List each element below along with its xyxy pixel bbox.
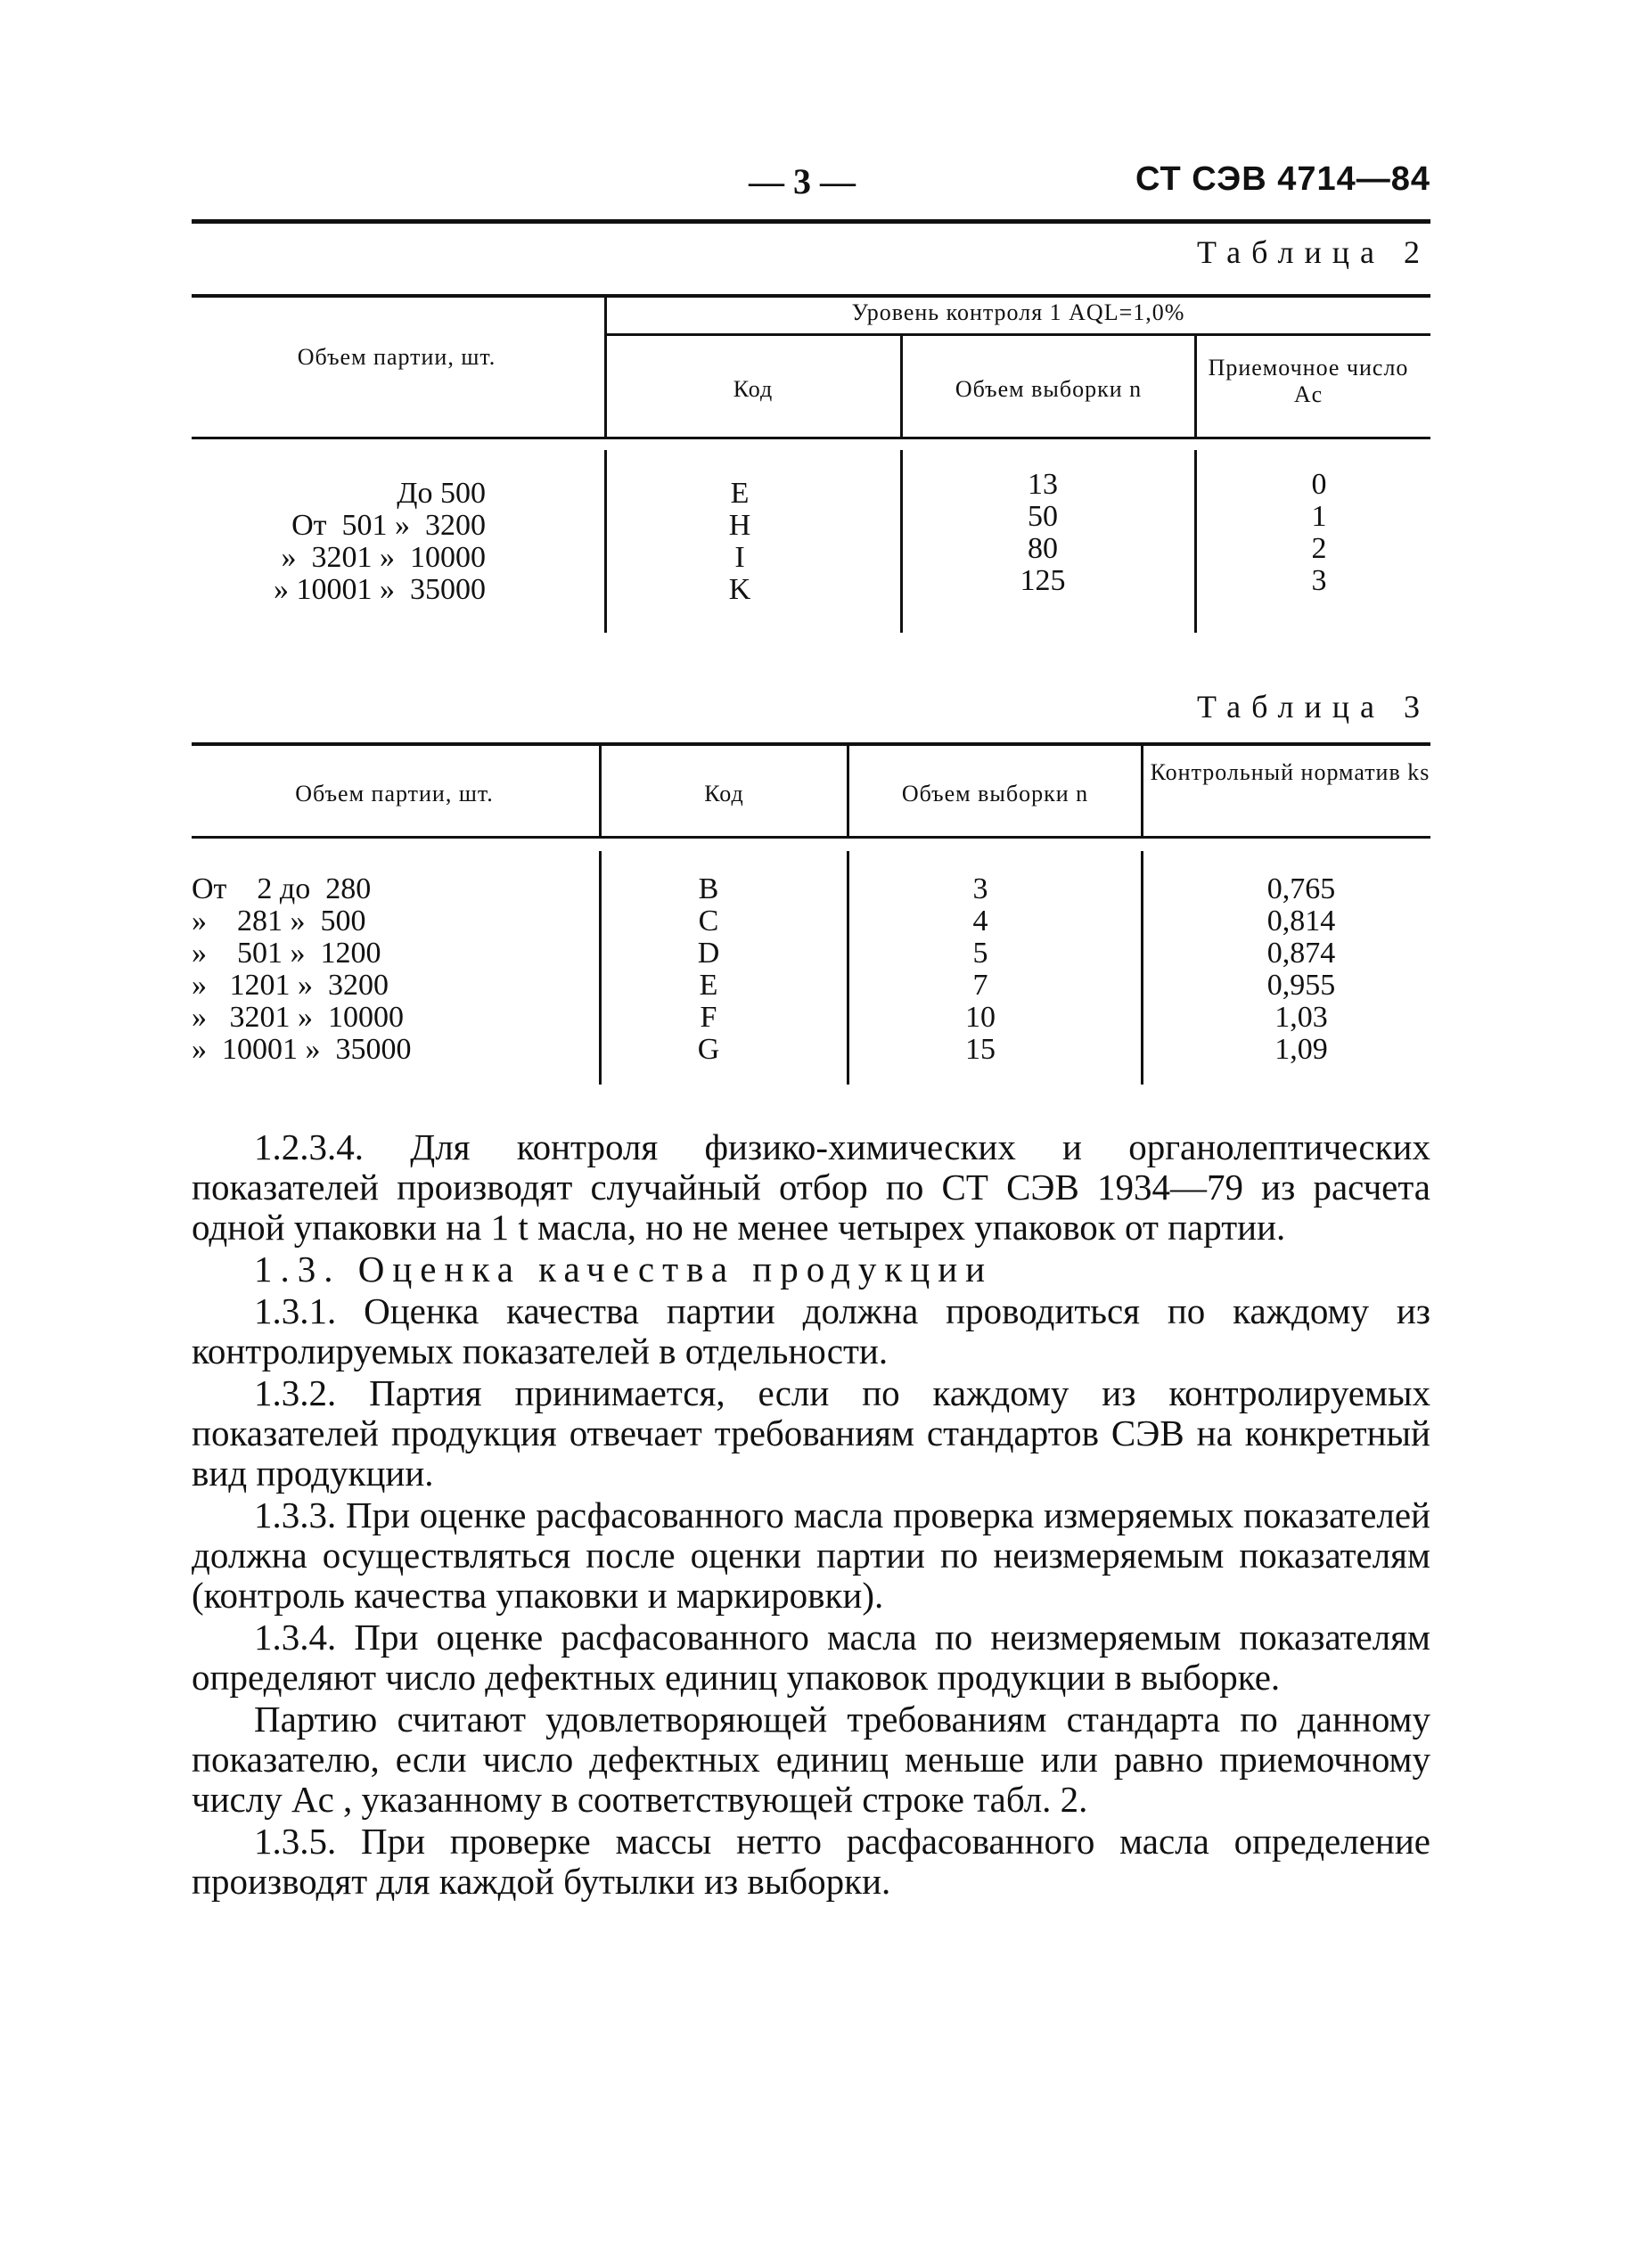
table2-group-rule — [606, 333, 1430, 336]
table3-sample-cell: 15 — [965, 1033, 996, 1066]
table2-lot-cell: » 3201 » 10000 — [281, 541, 486, 574]
table3-col-code: Код — [704, 781, 744, 806]
table3-norm-cell: 0,765 — [1266, 872, 1336, 905]
table3-lot-cell: » 3201 » 10000 — [192, 1001, 404, 1034]
table3-code-cell: G — [697, 1033, 720, 1066]
table3-vline-body-2 — [847, 851, 849, 1085]
table2-col-code: Код — [733, 376, 774, 402]
table3-sample-cell: 5 — [972, 937, 988, 970]
table3-sample-cell: 4 — [972, 905, 988, 937]
table2-col-accept: Приемочное число Ac — [1208, 355, 1409, 407]
table2-code-cell: H — [728, 509, 751, 542]
standard-code: СТ СЭВ 4714—84 — [1135, 160, 1430, 198]
table2-lot-cell: » 10001 » 35000 — [274, 573, 486, 606]
table3-col-lot: Объем партии, шт. — [295, 781, 494, 806]
table3-code-cell: D — [697, 937, 720, 970]
table2-col-sample: Объем выборки n — [955, 376, 1143, 402]
table3-col-norm: Контрольный норматив ks — [1150, 759, 1430, 785]
table3-sample-cell: 3 — [972, 872, 988, 905]
paragraph-1-3-1: 1.3.1. Оценка качества партии должна проводиться по каждому из контролируемых показателей в отдельности. — [192, 1290, 1430, 1371]
table2-caption: Таблица 2 — [1197, 234, 1430, 270]
body-text — [192, 1127, 1430, 1904]
table3-norm-cell: 0,874 — [1266, 937, 1336, 970]
table3-col-sample: Объем выборки n — [901, 781, 1089, 806]
table3-code-cell: E — [699, 969, 718, 1002]
table3-lot-cell: » 501 » 1200 — [192, 937, 381, 970]
table3-norm-cell: 0,814 — [1266, 905, 1336, 937]
table3-sample-cell: 10 — [965, 1001, 996, 1034]
page-number: — 3 — — [749, 161, 856, 201]
table2-lot-column — [192, 478, 486, 606]
paragraph-1-3-2: 1.3.2. Партия принимается, если по каждому из контролируемых показателей продукция отвечает требованиям стандартов СЭВ на конкретный вид продукции. — [192, 1372, 1430, 1494]
table2-accept-cell: 1 — [1311, 500, 1327, 533]
table2-code-cell: I — [734, 541, 745, 574]
paragraph-1-2-3-4: 1.2.3.4. Для контроля физико-химических и органолептических показателей производят случайный отбор по СТ СЭВ 1934—79 из расчета одной упаковки на 1 t масла, но не менее четырех упаковок от партии. — [192, 1126, 1430, 1248]
table2-group-header: Уровень контроля 1 AQL=1,0% — [851, 299, 1185, 325]
table3-code-cell: B — [698, 872, 719, 905]
paragraph-1-3-3: 1.3.3. При оценке расфасованного масла проверка измеряемых показателей должна осуществляться после оценки партии по неизмеряемым показателям (контроль качества упаковки и маркировки). — [192, 1494, 1430, 1616]
table2-code-cell: K — [728, 573, 751, 606]
table3-vline-body-3 — [1141, 851, 1143, 1085]
table3-top-rule — [192, 742, 1430, 746]
table3-code-cell: F — [700, 1001, 717, 1034]
table2-vline-body-3 — [1194, 450, 1197, 633]
table3-norm-cell: 1,03 — [1274, 1001, 1328, 1034]
paragraph-acceptance: Партию считают удовлетворяющей требованиям стандарта по данному показателю, если число дефектных единиц меньше или равно приемочному числу Ac , указанному в соответствующей строке табл. 2. — [192, 1699, 1430, 1820]
table2-sample-cell: 13 — [1028, 468, 1058, 501]
table2-col-lot: Объем партии, шт. — [297, 344, 496, 370]
table2-sample-column — [998, 469, 1087, 597]
table3-lot-cell: От 2 до 280 — [192, 872, 372, 905]
table3-lot-cell: » 1201 » 3200 — [192, 969, 389, 1002]
table3-caption: Таблица 3 — [1197, 689, 1430, 725]
table3-lot-column — [192, 873, 495, 1066]
table3-sample-cell: 7 — [972, 969, 988, 1002]
paragraph-1-3-5: 1.3.5. При проверке массы нетто расфасованного масла определение производят для каждой бутылки из выборки. — [192, 1821, 1430, 1902]
table2-accept-cell: 3 — [1311, 564, 1327, 597]
table3-lot-cell: » 281 » 500 — [192, 905, 366, 937]
table3-head-rule — [192, 836, 1430, 839]
table3-lot-cell: » 10001 » 35000 — [192, 1033, 412, 1066]
table3-code-column — [664, 873, 753, 1066]
table2-lot-cell: До 500 — [397, 477, 486, 510]
section-heading-1-3: 1.3. Оценка качества продукции — [254, 1249, 994, 1290]
table2-accept-cell: 2 — [1311, 532, 1327, 565]
table2-sample-cell: 125 — [1020, 564, 1066, 597]
page-header — [192, 160, 1430, 214]
table2-vline-body-2 — [900, 450, 903, 633]
table3-code-cell: C — [698, 905, 719, 937]
paragraph-1-3-4: 1.3.4. При оценке расфасованного масла по неизмеряемым показателям определяют число дефектных единиц упаковок продукции в выборке. — [192, 1617, 1430, 1698]
table2-sample-cell: 80 — [1028, 532, 1058, 565]
table2-accept-column — [1274, 469, 1364, 597]
table3-sample-column — [936, 873, 1025, 1066]
table3-vline-head-3 — [1141, 746, 1143, 836]
table3-norm-column — [1239, 873, 1364, 1066]
table2-accept-cell: 0 — [1311, 468, 1327, 501]
table2-head-rule — [192, 437, 1430, 439]
table2-vline-body-1 — [604, 450, 607, 633]
table2-sample-cell: 50 — [1028, 500, 1058, 533]
table2-code-column — [695, 478, 784, 606]
table3-norm-cell: 0,955 — [1266, 969, 1336, 1002]
table2-code-cell: E — [730, 477, 750, 510]
header-rule — [192, 219, 1430, 224]
table3-norm-cell: 1,09 — [1274, 1033, 1328, 1066]
table2-lot-cell: От 501 » 3200 — [291, 509, 486, 542]
table2-top-rule — [192, 294, 1430, 298]
table3-vline-body-1 — [599, 851, 602, 1085]
